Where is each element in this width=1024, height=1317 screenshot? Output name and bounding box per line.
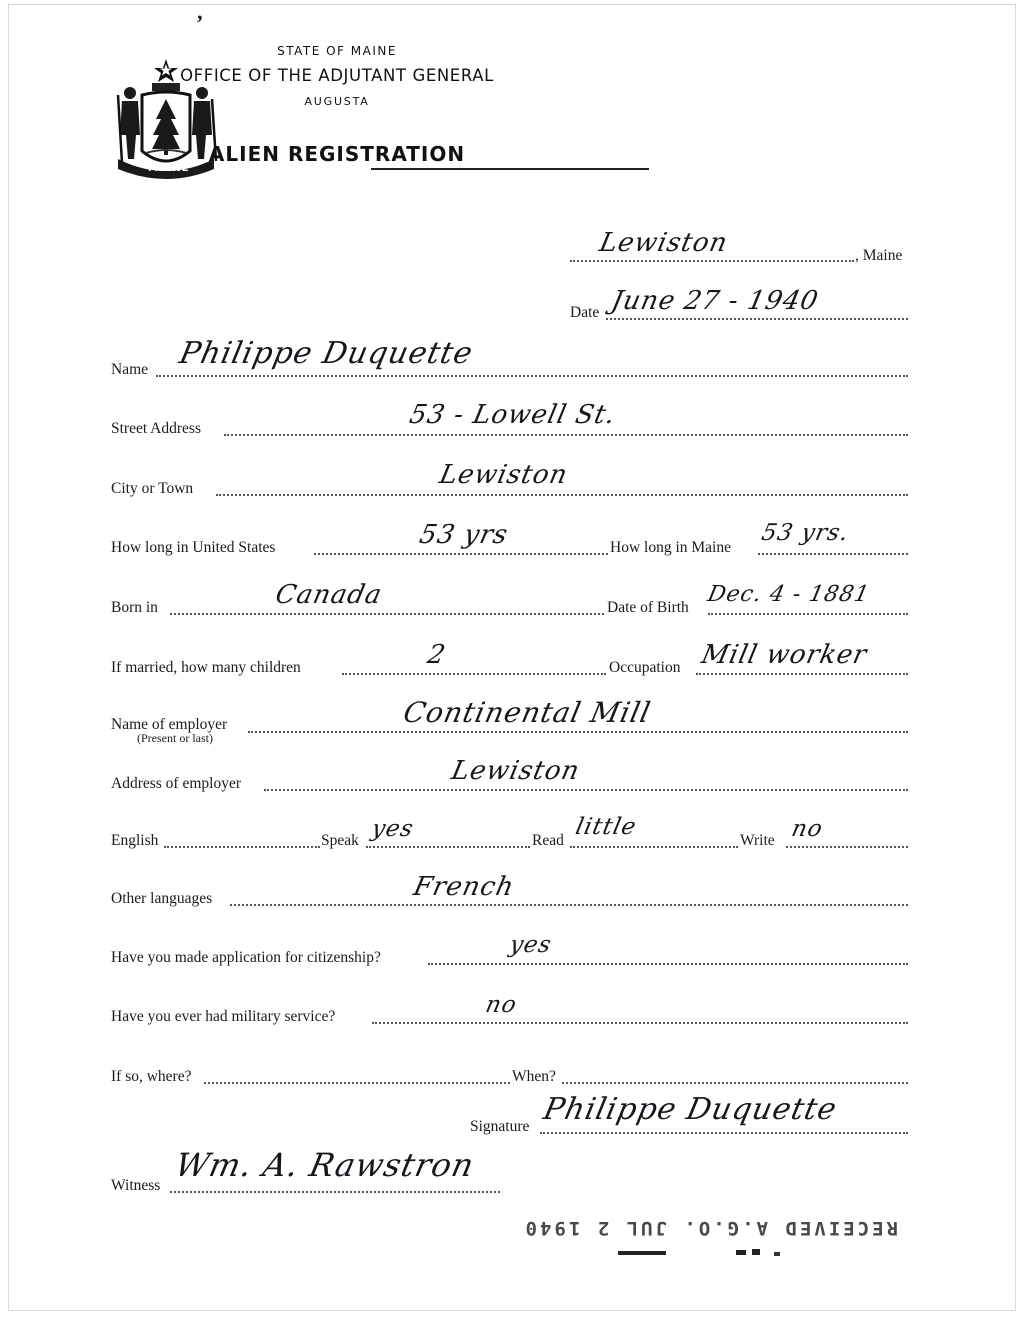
signature-line — [540, 1132, 908, 1134]
page-title: ALIEN REGISTRATION — [208, 142, 466, 166]
employer-name-text: Name of employer — [111, 716, 228, 733]
name-label: Name — [111, 361, 149, 378]
employer-name-entry: Continental Mill — [400, 696, 655, 729]
witness-line — [170, 1191, 500, 1193]
signature-label: Signature — [470, 1118, 530, 1135]
military-line — [372, 1022, 908, 1024]
street-address-label: Street Address — [111, 420, 201, 437]
maine-label: , Maine — [855, 247, 903, 264]
military-entry: no — [483, 992, 520, 1018]
date-line — [606, 318, 908, 320]
city-label: City or Town — [111, 480, 194, 497]
read-entry: little — [573, 814, 639, 840]
state-heading: STATE OF MAINE — [277, 44, 397, 58]
date-of-birth-line — [708, 613, 908, 615]
children-label: If married, how many children — [111, 659, 301, 676]
name-entry: Philippe Duquette — [176, 336, 477, 371]
born-in-line — [170, 613, 604, 615]
how-long-us-line — [314, 553, 608, 555]
write-entry: no — [789, 816, 826, 842]
citizenship-line — [428, 963, 908, 965]
where-label: If so, where? — [111, 1068, 192, 1085]
english-line — [164, 846, 320, 848]
employer-name-label — [111, 716, 227, 746]
occupation-label: Occupation — [609, 659, 681, 676]
read-label: Read — [532, 832, 564, 849]
seal-banner-text: MAINE — [148, 163, 190, 174]
employer-note: (Present or last) — [137, 731, 213, 745]
other-languages-entry: French — [410, 872, 518, 902]
employer-address-line — [264, 789, 908, 791]
when-label: When? — [512, 1068, 556, 1085]
stamp-smudge — [600, 1246, 860, 1260]
place-entry: Lewiston — [596, 228, 731, 258]
occupation-line — [696, 673, 908, 675]
speak-entry: yes — [369, 816, 417, 842]
write-line — [786, 846, 908, 848]
how-long-maine-entry: 53 yrs. — [759, 520, 852, 546]
date-label: Date — [570, 304, 600, 321]
date-of-birth-entry: Dec. 4 - 1881 — [705, 582, 873, 607]
received-stamp: RECEIVED A.G.O. JUL 2 1940 — [522, 1217, 898, 1239]
how-long-us-entry: 53 yrs — [416, 520, 512, 550]
speak-label: Speak — [321, 832, 359, 849]
speak-line — [366, 846, 530, 848]
when-line — [562, 1082, 908, 1084]
read-line — [570, 846, 738, 848]
children-line — [342, 673, 606, 675]
children-entry: 2 — [424, 640, 449, 670]
place-line — [570, 260, 854, 262]
title-underline — [371, 168, 649, 170]
employer-address-label: Address of employer — [111, 775, 241, 792]
citizenship-label: Have you made application for citizenship? — [111, 949, 381, 966]
date-entry: June 27 - 1940 — [608, 286, 822, 316]
citizenship-entry: yes — [507, 932, 555, 958]
born-in-label: Born in — [111, 599, 158, 616]
office-heading: OFFICE OF THE ADJUTANT GENERAL — [180, 66, 494, 85]
date-of-birth-label: Date of Birth — [607, 599, 689, 616]
english-label: English — [111, 832, 159, 849]
employer-name-line — [248, 731, 908, 733]
city-heading: AUGUSTA — [304, 95, 370, 108]
city-entry: Lewiston — [436, 460, 571, 490]
how-long-maine-line — [758, 553, 908, 555]
write-label: Write — [740, 832, 775, 849]
where-line — [204, 1082, 510, 1084]
street-address-line — [224, 434, 908, 436]
city-line — [216, 494, 908, 496]
other-languages-label: Other languages — [111, 890, 213, 907]
occupation-entry: Mill worker — [698, 640, 870, 670]
how-long-maine-label: How long in Maine — [610, 539, 731, 556]
other-languages-line — [230, 904, 908, 906]
street-address-entry: 53 - Lowell St. — [406, 400, 619, 430]
born-in-entry: Canada — [272, 580, 385, 610]
name-line — [156, 375, 908, 377]
employer-address-entry: Lewiston — [448, 756, 583, 786]
how-long-us-label: How long in United States — [111, 539, 276, 556]
witness-label: Witness — [111, 1177, 161, 1194]
witness-entry: Wm. A. Rawstron — [171, 1146, 478, 1184]
military-label: Have you ever had military service? — [111, 1008, 336, 1025]
signature-entry: Philippe Duquette — [540, 1092, 841, 1127]
corner-mark: ’ — [196, 10, 204, 35]
